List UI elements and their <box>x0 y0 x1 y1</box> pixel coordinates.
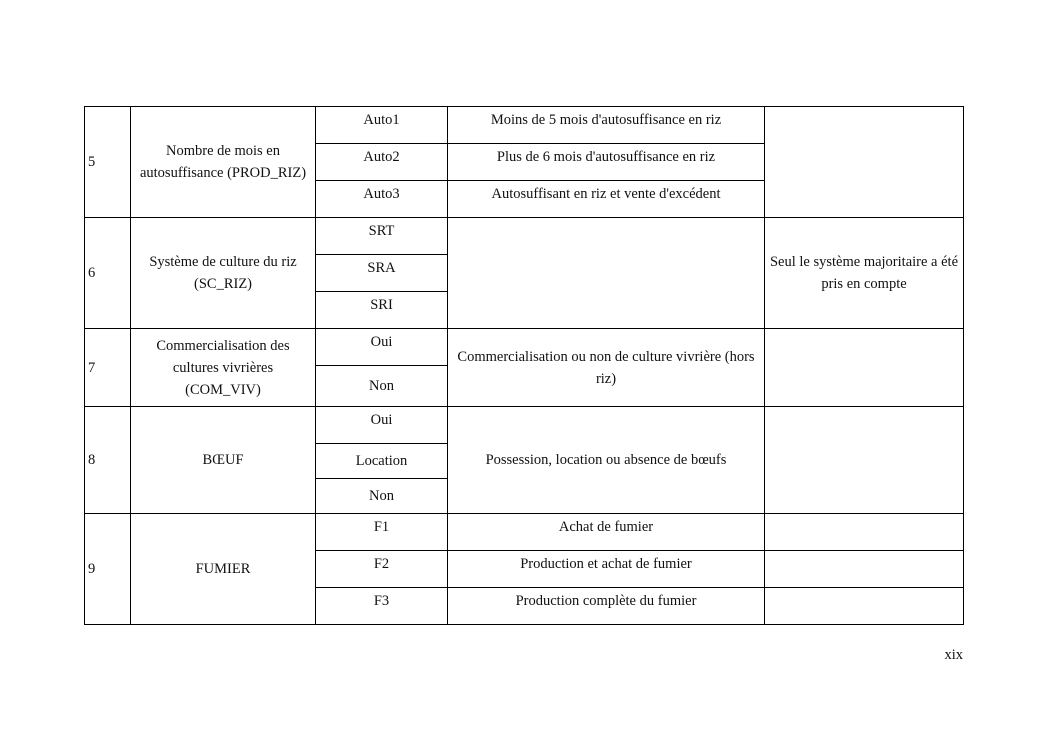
variable-name: Commercialisation des cultures vivrières (COM_VIV) <box>131 329 316 407</box>
code-cell: Auto1 <box>316 107 448 144</box>
code-cell: Non <box>316 479 448 514</box>
table-row <box>85 407 964 444</box>
remark-cell <box>765 514 964 551</box>
page-number: xix <box>944 647 963 663</box>
code-cell: F3 <box>316 588 448 625</box>
remark-cell: Seul le système majoritaire a été pris en compte <box>765 218 964 329</box>
remark-cell <box>765 588 964 625</box>
row-number: 5 <box>85 107 131 218</box>
description-cell: Moins de 5 mois d'autosuffisance en riz <box>448 107 765 144</box>
variable-name: BŒUF <box>131 407 316 514</box>
code-cell: F2 <box>316 551 448 588</box>
remark-cell <box>765 551 964 588</box>
table-row <box>85 514 964 551</box>
description-cell: Autosuffisant en riz et vente d'excédent <box>448 181 765 218</box>
code-cell: Location <box>316 444 448 479</box>
code-cell: F1 <box>316 514 448 551</box>
code-cell: Auto3 <box>316 181 448 218</box>
remark-cell <box>765 329 964 407</box>
remark-cell <box>765 407 964 514</box>
description-cell: Production et achat de fumier <box>448 551 765 588</box>
description-cell: Possession, location ou absence de bœufs <box>448 407 765 514</box>
variable-name: Système de culture du riz (SC_RIZ) <box>131 218 316 329</box>
code-cell: Oui <box>316 329 448 366</box>
description-cell: Commercialisation ou non de culture vivrière (hors riz) <box>448 329 765 407</box>
variable-name: FUMIER <box>131 514 316 625</box>
description-cell: Production complète du fumier <box>448 588 765 625</box>
description-cell <box>448 218 765 329</box>
variable-name: Nombre de mois en autosuffisance (PROD_RIZ) <box>131 107 316 218</box>
table-row <box>85 218 964 255</box>
code-cell: SRA <box>316 255 448 292</box>
variables-table <box>84 106 964 625</box>
code-cell: Auto2 <box>316 144 448 181</box>
row-number: 8 <box>85 407 131 514</box>
code-cell: Non <box>316 366 448 407</box>
description-cell: Plus de 6 mois d'autosuffisance en riz <box>448 144 765 181</box>
table-row <box>85 107 964 144</box>
code-cell: SRT <box>316 218 448 255</box>
row-number: 7 <box>85 329 131 407</box>
description-cell: Achat de fumier <box>448 514 765 551</box>
row-number: 6 <box>85 218 131 329</box>
table-row <box>85 329 964 366</box>
remark-cell <box>765 107 964 218</box>
code-cell: SRI <box>316 292 448 329</box>
row-number: 9 <box>85 514 131 625</box>
code-cell: Oui <box>316 407 448 444</box>
